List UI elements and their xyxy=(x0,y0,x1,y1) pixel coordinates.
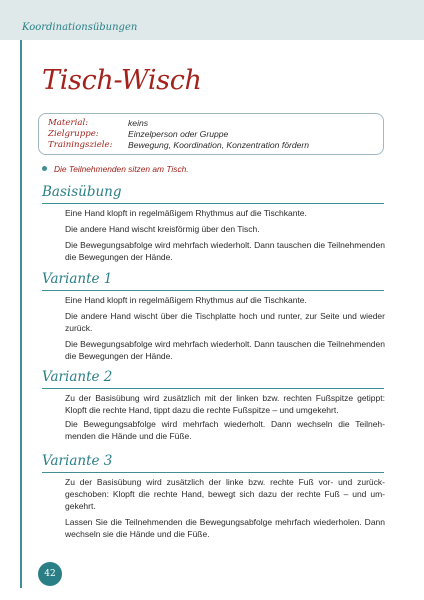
info-label: Material: xyxy=(48,118,89,128)
info-value: Einzelperson oder Gruppe xyxy=(128,129,229,139)
section-heading-basisuebung xyxy=(42,181,384,204)
section-heading-variante-1 xyxy=(42,268,384,291)
paragraph: Zu der Basisübung wird zusätzlich mit der linken bzw. rechten Fußspitze getippt: Klopft die rechte Hand, tippt dazu die rechte Fußspitze – und umgekehrt. xyxy=(65,393,385,415)
section-title: Variante 1 xyxy=(42,271,113,287)
paragraph: Eine Hand klopft in regelmäßigem Rhythmus auf die Tischkante. xyxy=(65,208,307,218)
section-heading-variante-3 xyxy=(42,450,384,473)
header-band xyxy=(0,0,424,40)
paragraph: Zu der Basisübung wird zusätzlich der linke bzw. rechte Fuß vor- und zurückgeschoben: Klopft die rechte Hand, bewegt sich dazu der rechte Fuß – und umgekehrt. xyxy=(65,477,385,511)
paragraph: Lassen Sie die Teilnehmenden die Bewegungsabfolge mehrfach wiederholen. Dann wechseln sie die Hände und die Füße. xyxy=(65,517,385,539)
paragraph: Die Bewegungsabfolge wird mehrfach wiederholt. Dann wechseln die Teilnehmenden die Hände und die Füße. xyxy=(65,419,385,441)
note-text: Die Teilnehmenden sitzen am Tisch. xyxy=(54,164,189,174)
info-label: Trainingsziele: xyxy=(48,140,113,150)
paragraph: Die andere Hand wischt kreisförmig über den Tisch. xyxy=(65,224,260,234)
info-box xyxy=(38,113,384,155)
section-title: Variante 2 xyxy=(42,369,113,385)
page-spine-line xyxy=(20,40,22,588)
paragraph: Die Bewegungsabfolge wird mehrfach wiederholt. Dann tauschen die Teilnehmenden die Bewegungen der Hände. xyxy=(65,240,385,262)
section-heading-variante-2 xyxy=(42,366,384,389)
paragraph: Eine Hand klopft in regelmäßigem Rhythmus auf die Tischkante. xyxy=(65,295,307,305)
bullet-dot-icon xyxy=(42,166,47,171)
page-title: Tisch-Wisch xyxy=(42,65,202,96)
running-header: Koordinationsübungen xyxy=(22,22,138,33)
section-title: Basisübung xyxy=(42,184,122,200)
page-number-badge: 42 xyxy=(38,562,62,586)
section-title: Variante 3 xyxy=(42,453,113,469)
paragraph: Die andere Hand wischt über die Tischplatte hoch und runter, zur Seite und wieder zurück. xyxy=(65,311,385,333)
info-label: Zielgruppe: xyxy=(48,129,99,139)
paragraph: Die Bewegungsabfolge wird mehrfach wiederholt. Dann tauschen die Teilnehmenden die Bewegungen der Hände. xyxy=(65,339,385,361)
info-value: keins xyxy=(128,118,149,128)
info-value: Bewegung, Koordination, Konzentration fördern xyxy=(128,140,310,150)
